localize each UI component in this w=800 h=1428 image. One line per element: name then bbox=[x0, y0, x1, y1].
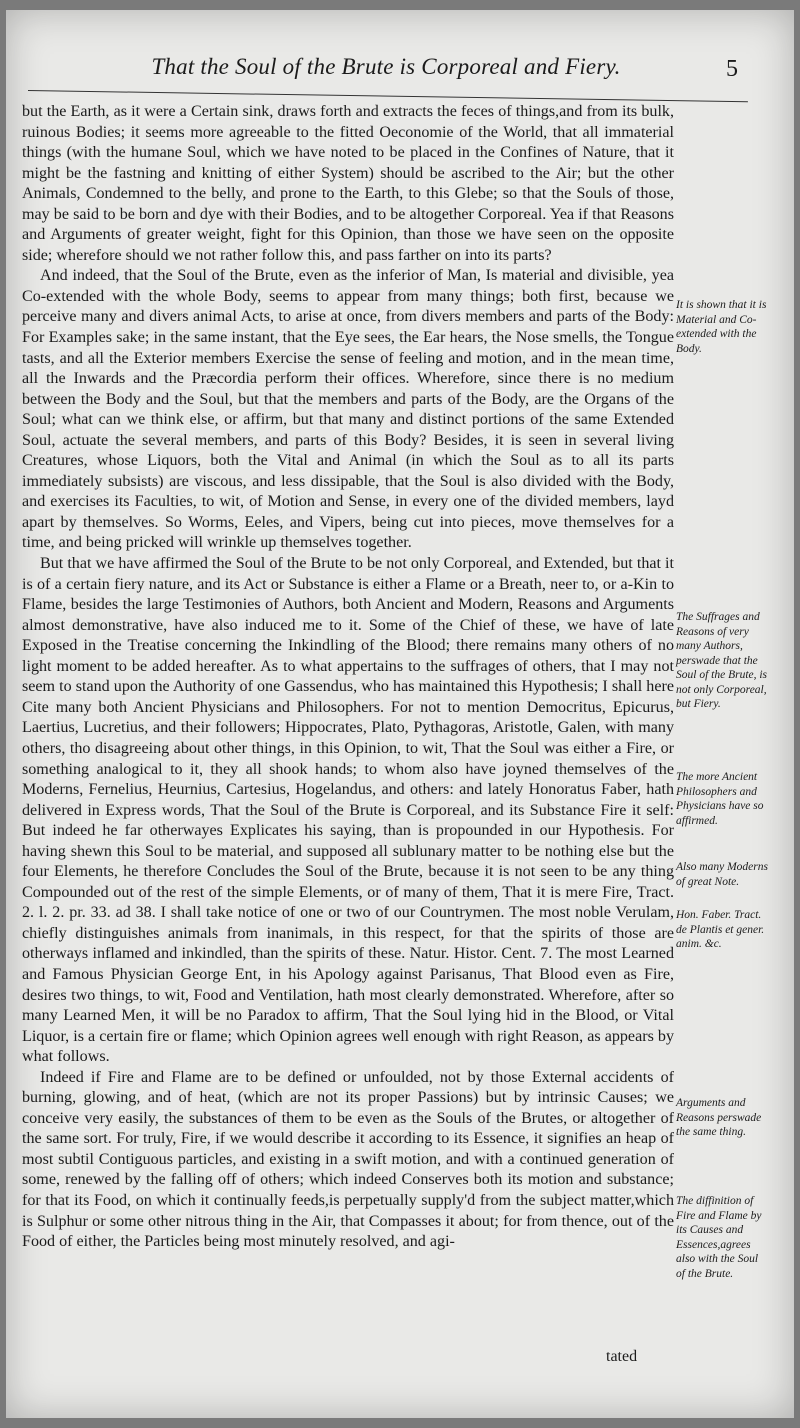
margin-note-1: It is shown that it is Material and Co-extended with the Body. bbox=[676, 299, 767, 355]
margin-note-4: Also many Moderns of great Note. bbox=[676, 861, 768, 888]
running-title: That the Soul of the Brute is Corporeal and Fiery. bbox=[151, 54, 621, 79]
paragraph-1: but the Earth, as it were a Certain sink, draws forth and extracts the feces of things,and from its bulk, ruinous Bodies; it seems more agreeable to the fitted Oeconomie of the World, that all immaterial things (with the humane Soul, which we have noted to be placed in the Confines of Nature, that it might be the fastning and knitting of either System) should be ascribed to the Air; but the other Animals, Condemned to the belly, and prone to the Earth, to this Glebe; so that the Souls of those, may be said to be born and dye with their Bodies, and to be altogether Corporeal. Yea if that Reasons and Arguments of greater weight, fight for this Opinion, than those we have seen on the opposite side; wherefore should we not rather follow this, and pass farther on into its parts? bbox=[22, 103, 674, 264]
margin-note-6: Arguments and Reasons perswade the same thing. bbox=[676, 1097, 762, 1138]
margin-note-7: The diffinition of Fire and Flame by its Causes and Essences,agrees also with the Soul of the Brute. bbox=[676, 1195, 762, 1280]
paragraph-3: But that we have affirmed the Soul of the Brute to be not only Corporeal, and Extended, but that it is of a certain fiery nature, and its Act or Substance is either a Flame or a Breath, neer to, or a-Kin to Flame, besides the large Testimonies of Authors, both Ancient and Modern, Reasons and Arguments almost demonstrative, have also induced me to it. Some of the Chief of these, we have of late Exposed in the Treatise concerning the Inkindling of the Blood; there remains many others of no light moment to be added hereafter. As to what appertains to the suffrages of others, that I may not seem to stand upon the Authority of one Gassendus, who has maintained this Hypothesis; I shall here Cite many both Ancient Physicians and Philosophers. For not to mention Democritus, Epicurus, Laertius, Lucretius, and their followers; Hippocrates, Plato, Pythagoras, Aristotle, Galen, with many others, tho disagreeing about other things, in this Opinion, to wit, That the Soul was either a Fire, or something analogical to it, they all shook hands; to whom also have joyned themselves of the Moderns, Fernelius, Heurnius, Cartesius, Hogelandus, and others: and lately Honoratus Faber, hath delivered in Express words, That the Soul of the Brute is Corporeal, and its Substance Fire it self: But indeed he far otherwayes Explicates his saying, than is propounded in our Hypothesis. For having shewn this Soul to be material, and supposed all sublunary matter to be nothing else but the four Elements, he therefore Concludes the Soul of the Brute, because it is not seen to be any thing Compounded out of the rest of the simple Elements, or of many of them, That it is mere Fire, Tract. 2. l. 2. pr. 33. ad 38. I shall take notice of one or two of our Countrymen. The most noble Verulam, chiefly distinguishes animals from inanimals, in this respect, for that the spirits of those are otherways inflamed and inkindled, than the spirits of these. Natur. Histor. Cent. 7. The most Learned and Famous Physician George Ent, in his Apology against Parisanus, That Blood even as Fire, desires two things, to wit, Food and Ventilation, hath most clearly demonstrated. Wherefore, after so many Learned Men, it will be no Paradox to affirm, That the Soul lying hid in the Blood, or Vital Liquor, is a certain fire or flame; which Opinion agrees well enough with right Reason, as appears by what follows. bbox=[22, 555, 674, 1066]
page-number: 5 bbox=[726, 56, 738, 82]
margin-note-5: Hon. Faber. Tract. de Plantis et gener. anim. &c. bbox=[676, 909, 765, 950]
margin-note-2: The Suffrages and Reasons of very many Authors, perswade that the Soul of the Brute, is not only Corporeal, but Fiery. bbox=[676, 611, 768, 710]
paragraph-4: Indeed if Fire and Flame are to be defined or unfoulded, not by those External accidents of burning, glowing, and of heat, (which are not its proper Passions) but by intrinsic Causes; we conceive very easily, the substances of them to be even as the Souls of the Brutes, or altogether of the same sort. For truly, Fire, if we would describe it according to its Essence, it signifies an heap of most subtil Contiguous particles, and existing in a swift motion, and with a continued generation of some, renewed by the falling off of others; which indeed Conserves both its motion and substance; for that its Food, on which it continually feeds,is perpetually supply'd from the subject matter,which is Sulphur or some other nitrous thing in the Air, that Compasses it about; for from thence, out of the Food of either, the Particles being most minutely resolved, and agi- bbox=[22, 1068, 674, 1251]
paragraph-2: And indeed, that the Soul of the Brute, even as the inferior of Man, Is material and divisible, yea Co-extended with the whole Body, seems to appear from many things; both first, because we perceive many and divers animal Acts, to arise at once, from divers members and parts of the Body: For Examples sake; in the same instant, that the Eye sees, the Ear hears, the Nose smells, the Tongue tasts, and all the Exterior members Exercise the sense of feeling and motion, and in the mean time, all the Inwards and the Præcordia perform their offices. Wherefore, since there is no medium between the Body and the Soul, but that the members and parts of the Body, are the Organs of the Soul; what can we think else, or affirm, but that many and distinct portions of the same Extended Soul, actuate the several members, and parts of this Body? Besides, it is seen in several living Creatures, whose Liquors, both the Vital and Animal (in which the Soul as to all its parts immediately subsists) are viscous, and less dissipable, that the Soul is also divided with the Body, and exercises its Faculties, to wit, of Motion and Sense, in every one of the divided members, layd apart by themselves. So Worms, Eeles, and Vipers, being cut into pieces, move themselves for a time, and being pricked will wrinkle up themselves together. bbox=[22, 267, 674, 552]
main-text-column bbox=[22, 102, 674, 1253]
margin-note-3: The more Ancient Philosophers and Physicians have so affirmed. bbox=[676, 771, 764, 827]
catchword: tated bbox=[606, 1348, 638, 1365]
header-rule bbox=[28, 90, 748, 102]
book-page bbox=[6, 10, 794, 1418]
